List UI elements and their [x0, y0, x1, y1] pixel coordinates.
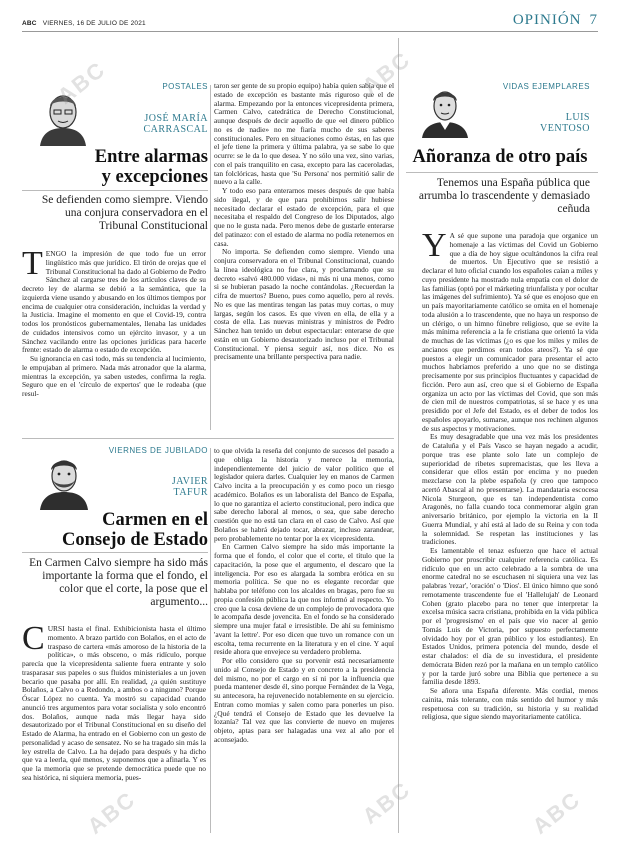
- article3-section-label: VIDAS EJEMPLARES: [502, 82, 590, 91]
- article1-headline: [22, 147, 208, 187]
- article1-headline-line1: Entre alarmas: [94, 147, 208, 167]
- article1-paragraph: taron ser gente de su propio equipo) había quien sabía que el estado de excepción es bastante más riguroso que el de alarma. Empezando por la entonces vicepresidenta primera, Carmen Calvo, catedrática de Derecho Constitucional, aunque después de decir aquello de que «el dinero público no es de nadie» no me fiaría mucho de sus saberes constitucionales. Pero en situaciones como éstas, en las que el jefe tiene la primera y última palabra, ya se sabe lo que ocurre: se le da lo que desea. Y no sólo una vez, sino varias, con el país tranquilito en casa, excepto para las caceroladas, tan folclóricas, hasta que 'Su Persona' nos permitió salir de nuevo a la calle.: [214, 82, 394, 187]
- article2-headline: [22, 510, 208, 550]
- article1-dropcap: T: [22, 250, 43, 282]
- article3-headline: Añoranza de otro país: [412, 147, 588, 167]
- article1-headline-line2: y excepciones: [101, 167, 208, 187]
- publication-date: VIERNES, 16 DE JULIO DE 2021: [42, 20, 146, 27]
- article2-body-col1: [22, 625, 206, 835]
- article2-rule: [22, 552, 208, 553]
- watermark: ABC: [357, 776, 416, 829]
- article3-rule: [406, 172, 598, 173]
- article1-rule: [22, 190, 208, 191]
- column-divider-main: [398, 38, 399, 833]
- article2-paragraph: Por ello considero que su porvenir está necesariamente unido al Consejo de Estado y en concreto a la presidencia del mismo, no por el cargo en sí ni por la influencia que pueda mantener desde él, sino porque Fernández de la Vega, su antecesora, ha rejuvenecido notablemente en su ejercicio. Entran como momias y salen como para ponerles un piso. ¿Qué tendrá el Consejo de Estado que les devuelve la lozanía? Tal vez que las convierte de nuevo en mujeres objeto, aptas para ser halagadas una vez al año por el aconsejado.: [214, 656, 394, 744]
- article1-author: [100, 113, 208, 135]
- article1-paragraph: Y todo eso para enterarnos meses después de que había sido ilegal, y de que para prohibirnos salir hubiese necesitado declarar el estado de excepción, para el que necesitaba el respaldo del Congreso de los Diputados, algo que no le gusta nada. Pero menos debe de gustarle enterarse del patinazo: con el estado de alarma no podía retenernos en casa.: [214, 186, 394, 248]
- article3-paragraph: Se añora una España diferente. Más cordial, menos cainita, más tolerante, con más sentido del humor y más respetuosa con su tradición, su historia y su realidad religiosa, que sigue siendo mayoritariamente católica.: [422, 686, 598, 722]
- watermark: ABC: [82, 786, 141, 839]
- watermark: ABC: [527, 786, 586, 839]
- article2-body-col2: [214, 447, 394, 835]
- article3-body: [422, 232, 598, 836]
- article1-author-last: CARRASCAL: [143, 124, 208, 135]
- page-header-left: [22, 20, 146, 27]
- header-rule: [22, 31, 598, 32]
- page-number: 7: [589, 12, 598, 28]
- article1-author-first: JOSÉ MARÍA: [144, 113, 208, 124]
- column-divider-a2: [210, 448, 211, 833]
- article2-headline-line2: Consejo de Estado: [62, 530, 208, 550]
- article1-author-portrait: [32, 88, 94, 146]
- article1-paragraph: TENGO la impresión de que todo fue un error lingüístico más que jurídico. El tirón de orejas que el Tribunal Constitucional ha dado al Gobierno de Pedro Sánchez al cargarse tres de los artículos claves de su decreto ley de alarma se debió a la semántica, que la izquierda viene usando y abusando en los últimos tiempos por encima de cualquier otra consideración, incluidas la verdad y la Justicia. Imagine el momento en que el Covid-19, contra todos los pronósticos gubernamentales, llenaba las unidades de cuidados intensivos como un ejército invasor, y a un Sánchez vacilando entre las opciones jurídicas para hacerle frente: estado de alarma o estado de excepción.: [22, 250, 206, 355]
- article3-dropcap: Y: [422, 232, 447, 264]
- article3-author-first: LUIS: [565, 112, 590, 123]
- article3-author-portrait: [416, 86, 474, 138]
- author-portrait-icon: [416, 86, 474, 138]
- article1-deck: Se defienden como siempre. Viendo una conjura conservadora en el Tribunal Constitucional: [41, 194, 208, 232]
- watermark: ABC: [357, 46, 416, 99]
- article2-dropcap: C: [22, 625, 45, 657]
- article2-headline-line1: Carmen en el: [102, 510, 208, 530]
- article3-paragraph: Es muy desagradable que una vez más los presidentes de Cataluña y el País Vasco se hayan negado a acudir, porque tras ese plante solo late un complejo de superioridad de ribetes supremacistas, que les lleva a considerar que ellos están por encima y no pueden mezclarse con la plebe española (y creo que tampoco acertó Abascal al no presentarse). La mandataria escocesa Nicola Sturgeon, que es tan independentista como Aragonès, no falla cuando toca conmemorar algún gran aniversario británico, por ejemplo la victoria en la II Guerra Mundial, y ahí está al lado de su Reina y con toda la solemnidad. Se respetan las instituciones y las tradiciones.: [422, 432, 598, 547]
- article2-author: [100, 476, 208, 498]
- article2-author-portrait: [34, 454, 94, 510]
- article1-body-col1: [22, 250, 206, 430]
- newspaper-brand: ABC: [22, 20, 37, 27]
- article1-paragraph: No importa. Se defienden como siempre. Viendo una conjura conservadora en el Tribunal Constitucional, cuando la línea ideológica no fue clara, y proclamando que su decreto «salvó 480.000 vidas», ni más ni una menos, como si se hubieran pasado la noche contándolas. ¿Recuerdan la cifra de muertos? Bueno, pues como aquello, pero al revés. No es que las mentiras tengan las patas muy cortas, o muy largas, según los casos. Es que viven en ella, de ella y a costa de ella. Las nuevas ministras y ministros de Pedro Sánchez han tenido un debut espectacular: enterarse de que están en un Gobierno desautorizado incluso por el Tribunal Constitucional. Y piensa seguir así, nos dice. No es precisamente una brillante perspectiva para nadie.: [214, 247, 394, 362]
- article2-paragraph: En Carmen Calvo siempre ha sido más importante la forma que el fondo, el color que el corte, el título que la capacitación, la pose que el argumento, el descaro que la inteligencia. Por eso es alargada la sombra erótica en su memoria política. Se que no es elegante recordar que hablaba por teléfono con los alcaldes en bragas, pero fue su propia confesión pública la que nos informó al respecto. Yo creo que la cosa deviene de un complejo de provocadora que le acompaña desde jovencita. En el fondo se ha considerado siempre una mujer fatal e irresistible. De ahí su feminismo 'avant la lettre'. Por eso dicen que tuvo un romance con un escolta, tema recurrente en la literatura y en el cine. Y aquí reside ahora que envejece su verdadero problema.: [214, 542, 394, 657]
- article3-paragraph: Es lamentable el tenaz esfuerzo que hace el actual Gobierno por proscribir cualquier referencia católica. Es ridículo que en un acto celebrado a la sombra de una enorme catedral no se escuchasen ni siquiera una vez las palabras 'rezar', 'oración' o 'Dios'. El único himno que sonó remotamente trascendente fue el 'Hallelujah' de Leonard Cohen (grato placebo para no tener que interpretar la excelsa música sacra cristiana, prohibida en la vida pública por el 'progresismo' en el país que vio nacer al genio Tomás Luis de Victoria, por supuesto perfectamente olvidado hoy por el gran público y los estudiantes). En Estados Unidos, primera potencia del mundo, desde el estar chalados: el día de su investidura, el presidente demócrata Biden rezó por la mañana en un templo católico y por la tarde juró sobre una Biblia que pertenece a su familia desde 1893.: [422, 546, 598, 687]
- article1-body-col2: [214, 82, 394, 432]
- article2-paragraph: to que olvida la reseña del conjunto de sucesos del pasado a que obliga la historia y merece la memoria, independientemente del juicio de valor político que el legislador quiera darles. Cualquier ley en manos de Carmen Calvo incita a la preocupación y es como poco un riesgo académico. Bolaños es un laboralista del Banco de España, lo que no garantiza el acierto constitucional, pero indica que sabe derecho laboral al menos, o sea, que sabe derecho cuestión que no está tan clara en el caso de Calvo. Así que Bolaños se habrá dejado tocar, abrazar, incluso zarandear, pero probablemente no tentar por la ex vicepresidenta.: [214, 447, 394, 543]
- article2-section-label: VIERNES DE JUBILADO: [108, 446, 208, 455]
- article1-paragraph: Su ignorancia en casi todo, más su tendencia al lucimiento, le empujaban al primero. Nada más atronador que la alarma, mientras la excepción, ya saben ustedes, confirma la regla. Seguro que en el 'círculo de expertos' que le rodeaba (que resul-: [22, 354, 206, 398]
- article2-author-last: TAFUR: [173, 487, 208, 498]
- column-divider-a1: [210, 85, 211, 430]
- article3-author-last: VENTOSO: [540, 123, 590, 134]
- author-portrait-icon: [34, 454, 94, 510]
- article3-paragraph: Y A sé que supone una paradoja que organice un homenaje a las víctimas del Covid un Gobierno que a día de hoy sigue ocultándonos la cifra real de muertos. Un Ejecutivo que se resistió a declarar el luto oficial cuando los españoles caían a miles y cuyo presidente ha mostrado nula empatía con el dolor de las familias (optó por el márketing triunfalista y por ocultar las imágenes del sufrimiento). Ya sé que es enojoso que en un país mayoritariamente católico se omita en el homenaje toda alusión a lo trascendente, que no haya un responso de un clérigo, o un himno fúnebre religioso, que se evite la más mínima referencia a la fe cristiana que orientó la vida de muchas de las víctimas (¿o es que los miles y miles de ancianos que perdimos eran todos ateos?). Ya sé que puestos a elegir un comunicador para presentar el acto muchos habríamos preferido a uno que no se distinga precisamente por sus principios fluctuantes y capacidad de ficción. Pero aun así, creo que si el Gobierno de España organiza un acto por las víctimas del Covid, que son más de cien mil de nuestros compatriotas, sí se hace y es una presidido por el Jefe del Estado, es el deber de todos los españoles apoyarlo, sumarse, aunque nos rechinen algunos de sus aspectos y motivaciones.: [422, 232, 598, 433]
- section-name: OPINIÓN: [512, 12, 582, 28]
- page-header-right: [513, 12, 598, 29]
- article2-paragraph: CURSI hasta el final. Exhibicionista hasta el último momento. A brazo partido con Bolaños, en el acto de traspaso de cartera «más amoroso de la historia de la política», o más obsceno, o más ridículo, porque parecía que la vicepresidenta saliente fuera entrante y solo trasparasar sus papeles o sus fluidos ministeriales a un joven becario que pasaba por allí. En realidad, ¿a quién sustituye Bolaños, a Calvo o a Redondo, a ambos o a ninguno? Porque Óscar López no cuenta. Ya mostró su capacidad cuando anunció tres argumentos para votar socialista y solo encontró dos. Bolaños, aunque nada más llegar haya sido desautorizado por el Tribunal Constitucional en su diseño del Estado de Alarma, ha entrado en el Gobierno con un gesto de personalidad y acaso de sensatez. No se ha tragado sin más la ley estrella de Calvo. La ha dejado para después y ha dicho que va a leerla, qué menos, y suponemos que a afinarla. Y es que la memoria que se pretende democrática puede que no sea histórica, ni siquiera memoria, pues-: [22, 625, 206, 782]
- author-portrait-icon: [32, 88, 94, 146]
- watermark: ABC: [52, 56, 111, 109]
- article2-author-first: JAVIER: [171, 476, 208, 487]
- article1-section-label: POSTALES: [162, 82, 208, 91]
- article3-author: [480, 112, 590, 134]
- article2-deck: En Carmen Calvo siempre ha sido más importante la forma que el fondo, el color que el corte, la pose que el argumento...: [29, 557, 208, 608]
- article3-deck: Tenemos una España pública que arrumba lo trascendente y demasiado ceñuda: [418, 177, 590, 215]
- article-separator: [22, 438, 394, 439]
